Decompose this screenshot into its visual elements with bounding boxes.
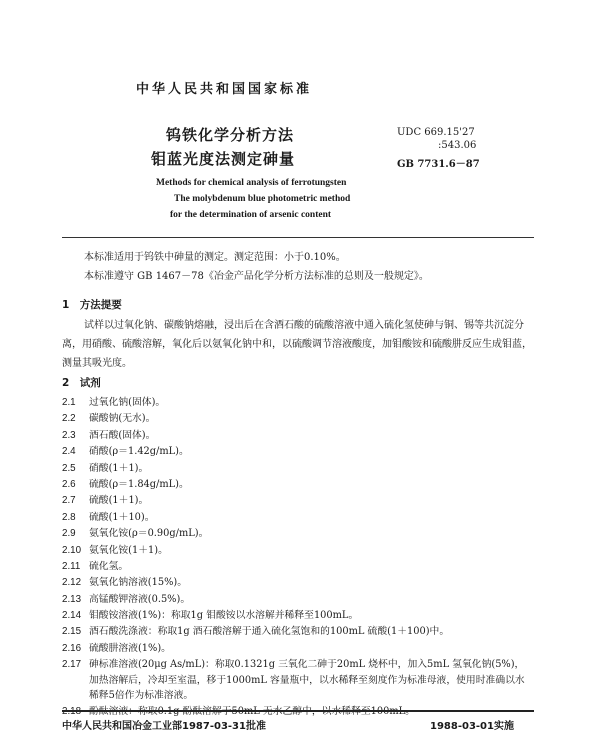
reagent-number: 2.13 (62, 593, 82, 605)
reagent-number: 2.10 (62, 544, 82, 556)
title-en-line1: Methods for chemical analysis of ferrotungsten (156, 178, 347, 188)
reagent-text: 氨氧化铵(1＋1)。 (89, 544, 168, 556)
udc-code: UDC 669.15'27 (397, 127, 475, 138)
implementation-date: 1988-03-01实施 (430, 721, 514, 732)
reagent-item (62, 395, 532, 411)
reagent-item (62, 559, 532, 575)
udc-subcode: :543.06 (438, 140, 477, 151)
reagent-number: 2.3 (62, 429, 76, 441)
reagent-number: 2.5 (62, 462, 76, 474)
reagent-text: 硫化氢。 (89, 560, 129, 572)
reagent-item (62, 428, 532, 444)
reagent-number: 2.17 (62, 659, 82, 671)
intro-scope: 本标准适用于钨铁中砷量的测定。测定范围：小于0.10%。 (84, 252, 346, 263)
reagent-text: 硫酸(ρ＝1.84g/mL)。 (89, 478, 189, 490)
reagent-item (62, 493, 532, 509)
reagent-number: 2.12 (62, 577, 82, 589)
approval-line: 中华人民共和国冶金工业部1987-03-31批准 (62, 721, 266, 732)
reagent-number: 2.8 (62, 511, 76, 523)
title-cn-line1: 钨铁化学分析方法 (166, 126, 295, 144)
reagent-item (62, 411, 532, 427)
reagent-number: 2.16 (62, 642, 82, 654)
reagent-number: 2.1 (62, 397, 76, 408)
title-en-line3: for the determination of arsenic content (170, 210, 332, 220)
reagent-item (62, 624, 532, 640)
reagent-text: 硝酸(1＋1)。 (89, 462, 149, 474)
reagent-item (62, 526, 532, 542)
reagent-text: 钼酸铵溶液(1%)：称取1g 钼酸铵以水溶解并稀释至100mL。 (89, 610, 359, 622)
reagent-item (62, 543, 532, 559)
reagent-item (62, 592, 532, 608)
reagent-text: 硝酸(ρ＝1.42g/mL)。 (89, 446, 189, 458)
reagent-item (62, 510, 532, 526)
reagent-item (62, 657, 532, 704)
reagent-number: 2.6 (62, 478, 76, 490)
reagent-text: 氨氧化钠溶液(15%)。 (89, 577, 187, 589)
footer-divider (62, 710, 534, 712)
reagent-text: 硫酸肼溶液(1%)。 (89, 642, 171, 654)
reagent-item (62, 477, 532, 493)
reagent-list (62, 395, 532, 720)
reagent-item (62, 461, 532, 477)
title-cn-line2: 钼蓝光度法测定砷量 (151, 150, 296, 168)
reagent-item (62, 575, 532, 591)
reagent-number: 2.4 (62, 446, 76, 458)
section-2-heading: 2 试剂 (62, 377, 101, 389)
reagent-text: 高锰酸钾溶液(0.5%)。 (89, 593, 191, 605)
gb-code: GB 7731.6－87 (397, 159, 480, 170)
reagent-text: 酒石酸洗涤液：称取1g 酒石酸溶解于通入硫化氢饱和的100mL 硫酸(1＋100)中。 (89, 626, 450, 638)
reagent-number: 2.7 (62, 495, 76, 507)
reagent-item (62, 608, 532, 624)
section-1-body: 试样以过氧化钠、碳酸钠熔融，浸出后在含酒石酸的硫酸溶液中通入硫化氢使砷与铜、锡等共沉淀分离，用硝酸、硫酸溶解，氧化后以氨氧化钠中和，以硫酸调节溶液酸度，加钼酸铵和硫酸肼反应生成钼蓝，测量其吸光度。 (62, 320, 532, 369)
reagent-number: 2.9 (62, 528, 76, 540)
reagent-item (62, 444, 532, 460)
reagent-text: 氨氧化铵(ρ＝0.90g/mL)。 (89, 528, 209, 540)
reagent-text: 硫酸(1＋1)。 (89, 495, 149, 507)
standard-header: 中华人民共和国国家标准 (136, 82, 313, 97)
intro-compliance: 本标准遵守 GB 1467－78《冶金产品化学分析方法标准的总则及一般规定》。 (84, 271, 429, 282)
reagent-text: 硫酸(1＋10)。 (89, 511, 155, 523)
reagent-number: 2.2 (62, 413, 76, 425)
reagent-text: 过氧化钠(固体)。 (89, 397, 166, 408)
reagent-number: 2.15 (62, 626, 82, 638)
title-en-line2: The molybdenum blue photometric method (174, 194, 351, 204)
reagent-item (62, 641, 532, 657)
reagent-number: 2.11 (62, 560, 81, 572)
header-divider (62, 237, 534, 238)
reagent-text: 砷标准溶液(20μg As/mL)：称取0.1321g 三氧化二砷于20mL 烧杯中，加入5mL 氢氧化钠(5%)，加热溶解后，冷却至室温，移于1000mL 容量瓶中，以水稀释至刻度作为标准母液，使用时准确以水稀释5倍作为标准溶液。 (89, 659, 525, 702)
section-1-heading: 1 方法提要 (62, 299, 122, 311)
reagent-text: 碳酸钠(无水)。 (89, 413, 156, 425)
reagent-number: 2.14 (62, 610, 82, 622)
reagent-text: 酒石酸(固体)。 (89, 429, 156, 441)
